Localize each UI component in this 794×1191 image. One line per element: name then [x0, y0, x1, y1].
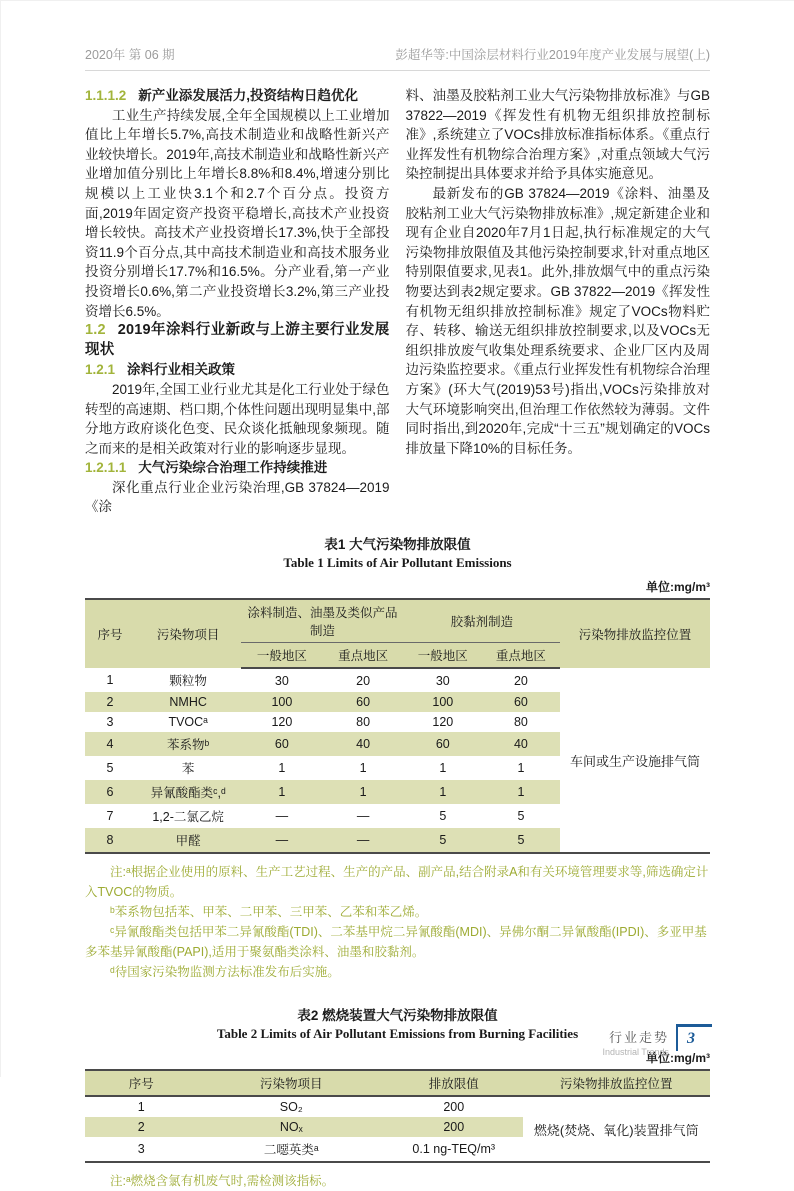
limit-value: 80 — [513, 715, 528, 730]
pollutant-name: SO₂ — [279, 1100, 303, 1115]
limit-value: 30 — [274, 673, 289, 688]
limit-value: 1 — [359, 761, 367, 776]
pollutant-limits-table — [85, 598, 710, 854]
section-heading-12 — [85, 321, 390, 360]
limit-value: 40 — [323, 732, 404, 756]
pollutant-name: 甲醛 — [135, 828, 241, 853]
article-body — [85, 86, 710, 517]
limit-value: 200 — [443, 1100, 465, 1115]
table2-caption-en: Table 2 Limits of Air Pollutant Emissions from Burning Facilities — [216, 1026, 579, 1042]
limit-value: — — [323, 828, 404, 853]
page-number-badge — [676, 1024, 712, 1051]
col-header-general-region: 一般地区 — [404, 643, 482, 669]
body-paragraph: 工业生产持续发展,全年全国规模以上工业增加值比上年增长5.7%,高技术制造业和战略性新兴产业较快增长。2019年,高技术制造业和战略性新兴产业增加值分别比上年增长8.8%和8.4%,增速分别比规模以上工业快3.1个和2.7个百分点。投资方面,2019年固定资产投资平稳增长,高技术产业投资增长较快。高技术产业投资增长17.3%,快于全部投资11.9个百分点,其中高技术制造业和高技术服务业投资分别增长17.7%和16.5%。分产业看,第一产业投资增长0.6%,第二产业投资增长3.2%,第三产业投资增长6.5%。 — [85, 107, 390, 319]
row-index: 4 — [85, 732, 135, 756]
limit-value: 200 — [385, 1117, 523, 1137]
col-header-limit: 排放限值 — [385, 1070, 523, 1096]
limit-value: 60 — [323, 692, 404, 712]
section-title: 涂料行业相关政策 — [127, 362, 236, 378]
limit-value: 20 — [513, 673, 528, 688]
limit-value: 60 — [241, 732, 322, 756]
limit-value: 1 — [482, 780, 560, 804]
pollutant-name: 苯系物ᵇ — [135, 732, 241, 756]
table1-caption-cn: 表1 大气污染物排放限值 — [324, 537, 471, 553]
page-number: 3 — [687, 1030, 695, 1047]
issue-label: 2020年 第 06 期 — [85, 48, 175, 62]
row-index: 1 — [106, 673, 114, 688]
table2-caption-cn: 表2 燃烧装置大气污染物排放限值 — [297, 1008, 498, 1024]
table-row — [85, 668, 710, 692]
footer-section-labels — [602, 1024, 669, 1057]
limit-value: 5 — [439, 809, 447, 824]
section-heading-1112 — [85, 86, 390, 106]
limit-value: 1 — [517, 761, 525, 776]
limit-value: 100 — [241, 692, 322, 712]
limit-value: 5 — [482, 828, 560, 853]
limit-value: 60 — [404, 732, 482, 756]
pollutant-name: 异氰酸酯类ᶜ,ᵈ — [135, 780, 241, 804]
table-note: 注:ᵃ燃烧含氯有机废气时,需检测该指标。 — [110, 1174, 335, 1189]
footer-section-cn: 行业走势 — [608, 1030, 669, 1045]
running-header — [85, 1, 710, 71]
footer-section-en: Industrial Trends — [602, 1047, 669, 1057]
table2-notes — [85, 1171, 710, 1191]
table-note: ᵇ苯系物包括苯、甲苯、二甲苯、三甲苯、乙苯和苯乙烯。 — [110, 905, 428, 920]
table-note: ᶜ异氰酸酯类包括甲苯二异氰酸酯(TDI)、二苯基甲烷二异氰酸酯(MDI)、异佛尔酮二异氰酸酯(IPDI)、多亚甲基多苯基异氰酸酯(PAPI),适用于聚氨酯类涂料、油墨和胶黏剂。 — [85, 925, 707, 960]
body-paragraph: 最新发布的GB 37824—2019《涂料、油墨及胶粘剂工业大气污染物排放标准》,规定新建企业和现有企业自2020年7月1日起,执行标准规定的大气污染物排放限值及其他污染控制要求,针对重点地区特别限值要求,见表1。此外,排放烟气中的重点污染物要达到表2规定要求。GB 37822—2019《挥发性有机物无组织排放控制标准》规定了VOCs物料贮存、转移、输送无组织排放控制要求,以及VOCs无组织排放废气收集处理系统要求、企业厂区内及周边污染监控要求。《重点行业挥发性有机物综合治理方案》(环大气(2019)53号)指出,VOCs污染排放对大气环境影响突出,但治理工作依然较为薄弱。文件同时指出,到2020年,完成“十三五”规划确定的VOCs排放量下降10%的目标任务。 — [405, 185, 710, 456]
limit-value: 1 — [241, 780, 322, 804]
table-note: ᵈ待国家污染物监测方法标准发布后实施。 — [110, 965, 340, 980]
col-header-index: 序号 — [85, 1070, 198, 1096]
section-number: 1.2.1.1 — [85, 460, 127, 476]
table1-block — [85, 533, 710, 982]
row-index: 5 — [106, 761, 114, 776]
limit-value: 120 — [271, 715, 293, 730]
col-header-group-adhesive: 胶黏剂制造 — [404, 599, 560, 643]
row-index: 2 — [85, 1117, 198, 1137]
monitoring-position: 车间或生产设施排气筒 — [560, 668, 710, 853]
limit-value: — — [356, 809, 370, 824]
section-title: 新产业添发展活力,投资结构日趋优化 — [138, 88, 359, 103]
table1-notes — [85, 862, 710, 982]
section-heading-1211 — [85, 458, 390, 478]
col-header-pollutant: 污染物项目 — [135, 599, 241, 668]
limit-value: 1 — [404, 780, 482, 804]
table1-unit: 单位:mg/m³ — [646, 580, 710, 595]
limit-value: 5 — [404, 828, 482, 853]
section-heading-121 — [85, 360, 390, 380]
limit-value: 1 — [323, 780, 404, 804]
col-header-position: 污染物排放监控位置 — [560, 599, 710, 668]
limit-value: 40 — [482, 732, 560, 756]
pollutant-name: 苯 — [181, 762, 195, 777]
pollutant-name: 二噁英类ᵃ — [263, 1143, 319, 1158]
row-index: 1 — [137, 1100, 145, 1115]
left-column — [85, 86, 390, 517]
col-header-index: 序号 — [85, 599, 135, 668]
pollutant-name: NMHC — [135, 692, 241, 712]
table-note: 注:ᵃ根据企业使用的原料、生产工艺过程、生产的产品、副产品,结合附录A和有关环境管理要求等,筛选确定计入TVOC的物质。 — [85, 865, 709, 900]
limit-value: 1 — [439, 761, 447, 776]
col-header-group-coating: 涂料制造、油墨及类似产品制造 — [241, 599, 404, 643]
col-header-general-region: 一般地区 — [241, 643, 322, 669]
row-index: 2 — [85, 692, 135, 712]
pollutant-name: NOₓ — [198, 1117, 386, 1137]
pollutant-name: TVOCᵃ — [168, 715, 208, 730]
row-index: 7 — [106, 809, 114, 824]
row-index: 3 — [137, 1142, 145, 1157]
limit-value: 5 — [517, 809, 525, 824]
limit-value: 1 — [278, 761, 286, 776]
limit-value: 20 — [356, 673, 371, 688]
col-header-pollutant: 污染物项目 — [198, 1070, 386, 1096]
body-paragraph: 料、油墨及胶粘剂工业大气污染物排放标准》与GB 37822—2019《挥发性有机物无组织排放控制标准》,系统建立了VOCs排放标准指标体系。《重点行业挥发性有机物综合治理方案》,对重点领域大气污染控制提出具体要求并给予具体实施意见。 — [405, 88, 710, 182]
section-number: 1.1.1.2 — [85, 88, 127, 103]
table2-unit: 单位:mg/m³ — [646, 1051, 710, 1066]
section-title: 大气污染综合治理工作持续推进 — [138, 460, 328, 476]
limit-value: — — [275, 809, 289, 824]
col-header-position: 污染物排放监控位置 — [523, 1070, 711, 1096]
col-header-key-region: 重点地区 — [482, 643, 560, 669]
limit-value: 100 — [404, 692, 482, 712]
limit-value: 120 — [432, 715, 454, 730]
limit-value: 0.1 ng-TEQ/m³ — [412, 1142, 496, 1157]
table1-caption-en: Table 1 Limits of Air Pollutant Emissions — [283, 555, 512, 571]
section-title: 2019年涂料行业新政与上游主要行业发展现状 — [85, 322, 390, 358]
table-row — [85, 1096, 710, 1117]
limit-value: — — [241, 828, 322, 853]
running-title: 彭超华等:中国涂层材料行业2019年度产业发展与展望(上) — [395, 48, 710, 62]
burning-limits-table — [85, 1069, 710, 1163]
section-number: 1.2.1 — [85, 362, 116, 378]
monitoring-position: 燃烧(焚烧、氧化)装置排气筒 — [523, 1096, 711, 1162]
row-index: 3 — [106, 715, 114, 730]
body-paragraph: 深化重点行业企业污染治理,GB 37824—2019《涂 — [85, 479, 390, 515]
row-index: 6 — [85, 780, 135, 804]
section-number: 1.2 — [85, 322, 106, 339]
limit-value: 80 — [356, 715, 371, 730]
row-index: 8 — [85, 828, 135, 853]
col-header-key-region: 重点地区 — [323, 643, 404, 669]
limit-value: 30 — [435, 673, 450, 688]
body-paragraph: 2019年,全国工业行业尤其是化工行业处于绿色转型的高速期、档口期,个体性问题出现明显集中,部分地方政府谈化色变、民众谈化抵触现象频现。随之而来的是相关政策对行业的影响逐步显现。 — [85, 381, 390, 456]
pollutant-name: 1,2-二氯乙烷 — [152, 810, 224, 825]
pollutant-name: 颗粒物 — [169, 674, 207, 689]
limit-value: 60 — [482, 692, 560, 712]
right-column — [406, 86, 711, 517]
page-footer — [602, 1024, 712, 1057]
